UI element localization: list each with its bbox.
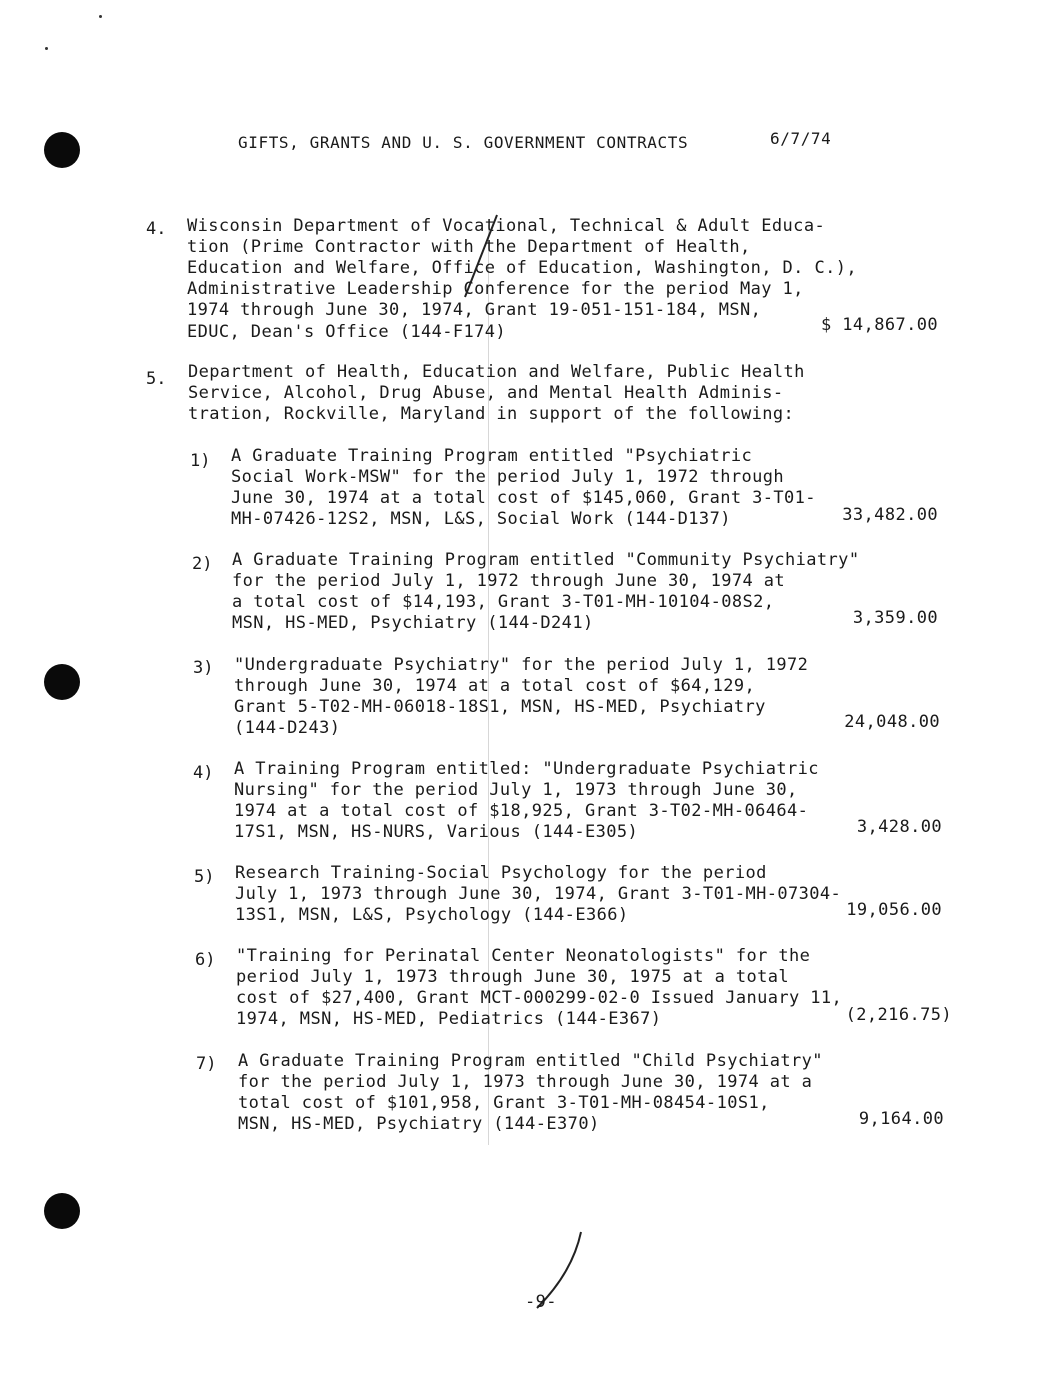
subitem-line: 1974 at a total cost of $18,925, Grant 3-T02-MH-06464- (234, 801, 809, 821)
subitem-number: 2) (192, 554, 213, 574)
item-4-line: Wisconsin Department of Vocational, Technical & Adult Educa- (187, 216, 826, 236)
subitem-line: Nursing" for the period July 1, 1973 through June 30, (234, 780, 798, 800)
item-4-line: tion (Prime Contractor with the Department of Health, (187, 237, 751, 257)
page-date: 6/7/74 (770, 129, 832, 148)
item-number: 5. (146, 369, 167, 389)
subitem-number: 7) (196, 1054, 217, 1074)
item-4-amount: $ 14,867.00 (821, 315, 938, 335)
subitem-line: Social Work-MSW" for the period July 1, 1972 through (231, 467, 785, 487)
subitem-line: June 30, 1974 at a total cost of $145,060, Grant 3-T01- (231, 488, 816, 508)
subitem-number: 6) (195, 950, 216, 970)
subitem-line: (144-D243) (234, 718, 341, 738)
subitem-line: MH-07426-12S2, MSN, L&S, Social Work (144-D137) (231, 509, 731, 529)
item-number: 4. (146, 219, 167, 239)
subitem-line: total cost of $101,958, Grant 3-T01-MH-08454-10S1, (238, 1093, 770, 1113)
subitem-amount: 19,056.00 (846, 900, 942, 920)
subitem-line: A Graduate Training Program entitled "Psychiatric (231, 446, 753, 466)
subitem-line: for the period July 1, 1972 through June 30, 1974 at (232, 571, 786, 591)
subitem-number: 3) (193, 658, 214, 678)
subitem-number: 4) (193, 763, 214, 783)
subitem-line: for the period July 1, 1973 through June 30, 1974 at a (238, 1072, 813, 1092)
subitem-number: 1) (190, 451, 211, 471)
page-number: -9- (525, 1292, 557, 1312)
subitem-line: A Training Program entitled: "Undergraduate Psychiatric (234, 759, 819, 779)
subitem-line: MSN, HS-MED, Psychiatry (144-D241) (232, 613, 594, 633)
subitem-amount: 9,164.00 (858, 1109, 944, 1129)
page-title: GIFTS, GRANTS AND U. S. GOVERNMENT CONTRACTS (238, 133, 689, 152)
subitem-amount: 3,428.00 (856, 817, 942, 837)
subitem-line: Grant 5-T02-MH-06018-18S1, MSN, HS-MED, Psychiatry (234, 697, 766, 717)
subitem-line: MSN, HS-MED, Psychiatry (144-E370) (238, 1114, 600, 1134)
subitem-line: "Undergraduate Psychiatry" for the period July 1, 1972 (234, 655, 809, 675)
item-4-line: EDUC, Dean's Office (144-F174) (187, 322, 507, 342)
subitem-amount: (2,216.75) (845, 1005, 952, 1025)
subitem-line: period July 1, 1973 through June 30, 1975 at a total (236, 967, 790, 987)
subitem-line: through June 30, 1974 at a total cost of $64,129, (234, 676, 756, 696)
subitem-line: A Graduate Training Program entitled "Community Psychiatry" (232, 550, 860, 570)
subitem-amount: 33,482.00 (842, 505, 938, 525)
subitem-line: 13S1, MSN, L&S, Psychology (144-E366) (235, 905, 629, 925)
subitem-line: cost of $27,400, Grant MCT-000299-02-0 Issued January 11, (236, 988, 843, 1008)
subitem-number: 5) (194, 867, 215, 887)
item-5-line: Department of Health, Education and Welfare, Public Health (188, 362, 805, 382)
item-5-line: tration, Rockville, Maryland in support of the following: (188, 404, 795, 424)
subitem-line: Research Training-Social Psychology for the period (235, 863, 767, 883)
subitem-line: A Graduate Training Program entitled "Child Psychiatry" (238, 1051, 823, 1071)
subitem-line: a total cost of $14,193, Grant 3-T01-MH-10104-08S2, (232, 592, 775, 612)
subitem-amount: 3,359.00 (852, 608, 938, 628)
subitem-line: 17S1, MSN, HS-NURS, Various (144-E305) (234, 822, 639, 842)
item-4-line: Administrative Leadership Conference for the period May 1, (187, 279, 804, 299)
item-4-line: 1974 through June 30, 1974, Grant 19-051-151-184, MSN, (187, 300, 762, 320)
subitem-line: 1974, MSN, HS-MED, Pediatrics (144-E367) (236, 1009, 662, 1029)
subitem-amount: 24,048.00 (844, 712, 940, 732)
subitem-line: "Training for Perinatal Center Neonatologists" for the (236, 946, 811, 966)
item-5-line: Service, Alcohol, Drug Abuse, and Mental Health Adminis- (188, 383, 784, 403)
subitem-line: July 1, 1973 through June 30, 1974, Grant 3-T01-MH-07304- (235, 884, 842, 904)
item-4-line: Education and Welfare, Office of Education, Washington, D. C.), (187, 258, 857, 278)
